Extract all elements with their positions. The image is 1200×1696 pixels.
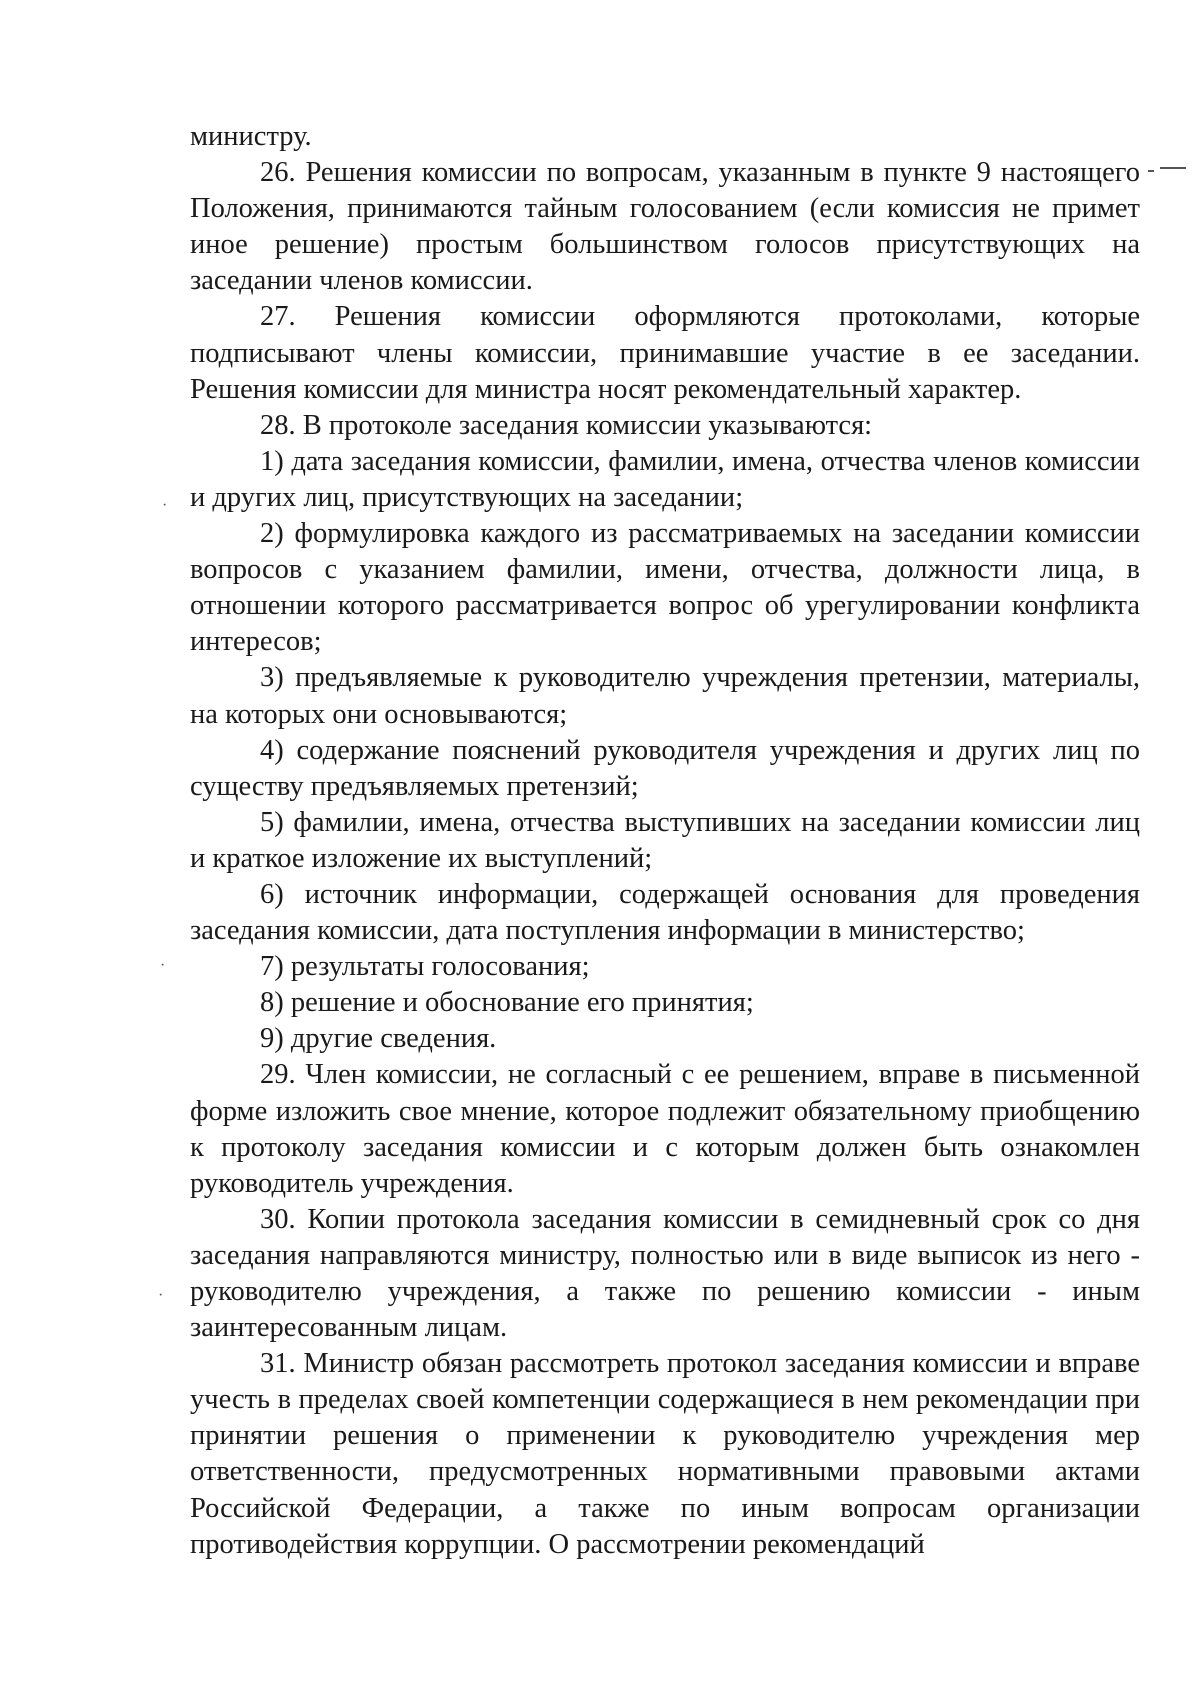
paragraph-clause-31: 31. Министр обязан рассмотреть протокол заседания комиссии и вправе учесть в пределах своей компетенции содержащиеся в нем рекомендации при принятии решения о применении к руководителю учреждения мер ответственности, предусмотренных нормативными правовыми актами Российской Федерации, а также по иным вопросам организации противодействия коррупции. О рассмотрении рекомендаций bbox=[190, 1348, 1140, 1560]
scan-speck: · bbox=[158, 1287, 164, 1304]
paragraph-clause-27: 27. Решения комиссии оформляются протоколами, которые подписывают члены комиссии, принимавшие участие в ее заседании. Решения комиссии для министра носят рекомендательный характер. bbox=[190, 301, 1140, 405]
scan-speck: · bbox=[160, 957, 166, 974]
list-item-7: 7) результаты голосования; bbox=[260, 951, 590, 983]
paragraph-clause-30: 30. Копии протокола заседания комиссии в семидневный срок со дня заседания направляются министру, полностью или в виде выписок из него - руководителю учреждения, а также по решению комиссии - иным заинтересованным лицам. bbox=[190, 1203, 1140, 1344]
list-item-5: 5) фамилии, имена, отчества выступивших на заседании комиссии лиц и краткое изложение их выступлений; bbox=[190, 806, 1140, 874]
list-item-3: 3) предъявляемые к руководителю учреждения претензии, материалы, на которых они основываются; bbox=[190, 662, 1140, 730]
scan-speck: · bbox=[162, 497, 168, 514]
list-item-4: 4) содержание пояснений руководителя учреждения и других лиц по существу предъявляемых претензий; bbox=[190, 734, 1140, 802]
paragraph-clause-29: 29. Член комиссии, не согласный с ее решением, вправе в письменной форме изложить свое мнение, которое подлежит обязательному приобщению к протоколу заседания комиссии и с которым должен быть ознакомлен руководитель учреждения. bbox=[190, 1059, 1140, 1199]
list-item-1: 1) дата заседания комиссии, фамилии, имена, отчества членов комиссии и других лиц, присутствующих на заседании; bbox=[190, 445, 1140, 513]
list-item-6: 6) источник информации, содержащей основания для проведения заседания комиссии, дата поступления информации в министерство; bbox=[190, 878, 1140, 947]
document-body bbox=[190, 119, 1140, 1563]
list-item-8: 8) решение и обоснование его принятия; bbox=[260, 987, 754, 1019]
scan-edge-mark bbox=[1148, 170, 1188, 172]
paragraph-clause-26: 26. Решения комиссии по вопросам, указанным в пункте 9 настоящего Положения, принимаются тайным голосованием (если комиссия не примет иное решение) простым большинством голосов присутствующих на заседании членов комиссии. bbox=[190, 157, 1140, 297]
paragraph-clause-28: 28. В протоколе заседания комиссии указываются: bbox=[260, 409, 873, 441]
list-item-9: 9) другие сведения. bbox=[260, 1023, 497, 1055]
list-item-2: 2) формулировка каждого из рассматриваемых на заседании комиссии вопросов с указанием фамилии, имени, отчества, должности лица, в отношении которого рассматривается вопрос об урегулировании конфликта интересов; bbox=[190, 518, 1140, 658]
paragraph-continuation: министру. bbox=[190, 121, 312, 152]
